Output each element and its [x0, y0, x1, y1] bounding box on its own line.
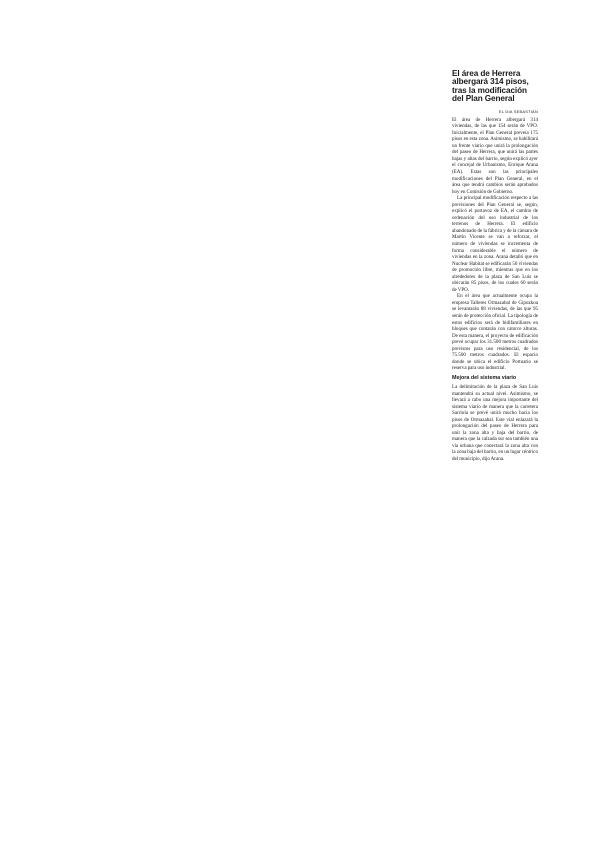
paragraph: El área de Herrera albergará 314 viviendas, de las que 154 serán de VPO. Inicialmente, el Plan General preveía 175 pisos en esta zona. Asimismo, se habilitará un frente viario que unirá la prolongación del paseo de Herrera, que unirá las partes bajas y altas del barrio, según explicó ayer el concejal de Urbanismo, Enrique Arana (EA). Estas son las principales modificaciones del Plan General, en el área que tendrá cambios serán aprobados hoy en Comisión de Gobierno. — [452, 116, 538, 195]
newspaper-clipping — [452, 70, 538, 463]
article-byline: EL DIA SEBASTIÁN — [498, 108, 538, 114]
article-body — [452, 117, 538, 463]
paragraph: La principal modificación respecto a las previsiones del Plan General se, según, explicó el portavoz de EA, el cambio de ordenación del uso industrial de los terrenos de Herrera. El edificio abandonado de la fábrica y de la cámara de Martín Vicente se van a reforzar, el número de viviendas se incrementa de forma considerable el número de viviendas en la zona. Arana detalló que en Nuclear Habitat se edificarán 50 viviendas de promoción libre, mientras que en los alrededores de la plaza de San Luis se ubicarán 85 pisos, de los cuales 60 serán de VPO. — [452, 195, 538, 293]
paragraph: En el área que actualmente ocupa la empresa Talleres Ormazabal de Gipuzkoa se levantarán 88 viviendas, de las que 95 serán de protección oficial. La tipología de estos edificios será de bidifamiliares en bloques que contarán con catorce alturas. De esta manera, el proyecto de edificación prevé ocupar los 31.500 metros cuadrados previstos para uso residencial, de los 75.500 metros cuadrados. El espacio donde se ubica el edificio Portuario se reserva para uso industrial. — [452, 293, 538, 372]
paragraph: La delimitación de la plaza de San Luis mantendrá su actual nivel. Asimismo, se llevará a cabo una mejora importante del sistema viario de manera que la carretera Sarriola se prevé unirá mucho hacia los pisos de Ormazabal. Este vial enlazará la prolongación del paseo de Herrera para unir la zona alta y baja del barrio, de manera que la calzada sur sea también una vía urbana que conectará la zona alta con la zona baja del barrio, en un lugar céntrico del municipio, dijo Arana. — [452, 383, 538, 462]
article-headline: El área de Herrera albergará 314 pisos, tras la modificación del Plan General — [452, 69, 529, 104]
article-subhead: Mejora del sistema viario — [452, 374, 517, 381]
